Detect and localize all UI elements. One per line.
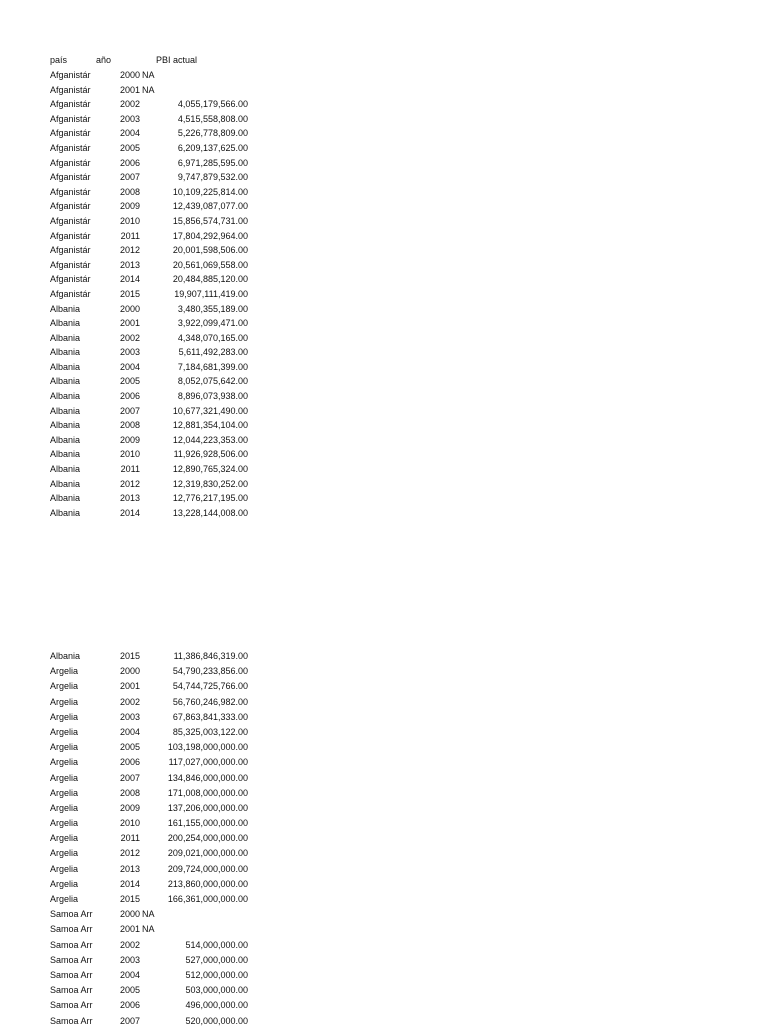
year-cell: 2015 (119, 651, 140, 661)
gdp-cell: 12,881,354,104.00 (172, 420, 248, 431)
gdp-cell: 67,863,841,333.00 (172, 711, 248, 722)
gdp-cell: 6,971,285,595.00 (177, 157, 248, 168)
year-cell: 2001 (119, 84, 140, 95)
table-row (0, 938, 300, 953)
table-row (0, 272, 300, 287)
gdp-cell: 12,439,087,077.00 (172, 201, 248, 212)
year-cell: 2009 (119, 802, 140, 813)
gdp-cell: 8,896,073,938.00 (177, 391, 248, 402)
year-cell: 2005 (119, 376, 140, 387)
country-cell: Argelia (50, 696, 79, 707)
year-cell: 2001 (119, 924, 140, 935)
year-cell: 2004 (119, 726, 140, 737)
country-cell: Samoa Arr (50, 985, 93, 996)
country-cell: Afganistár (50, 128, 91, 139)
country-cell: Afganistár (50, 245, 91, 256)
year-cell: 2005 (119, 142, 140, 153)
table-row (0, 695, 300, 710)
gdp-cell: 9,747,879,532.00 (177, 172, 248, 183)
year-cell: 2012 (119, 848, 140, 859)
gdp-cell: 527,000,000.00 (185, 954, 248, 965)
gdp-cell: 512,000,000.00 (185, 969, 248, 980)
gdp-cell: 137,206,000,000.00 (167, 802, 248, 813)
table-row (0, 846, 300, 861)
table-row (0, 801, 300, 816)
gdp-cell: 117,027,000,000.00 (168, 757, 248, 768)
country-cell: Afganistár (50, 201, 91, 212)
gdp-cell: 103,198,000,000.00 (167, 742, 248, 753)
table-row (0, 302, 300, 317)
year-cell: 2014 (119, 878, 140, 889)
gdp-cell: 12,044,223,353.00 (172, 434, 248, 445)
table-row (0, 740, 300, 755)
year-cell: 2012 (119, 245, 140, 256)
year-cell: 2000 (119, 303, 140, 314)
gdp-cell: 12,319,830,252.00 (172, 478, 248, 489)
year-cell: 2003 (119, 711, 140, 722)
country-cell: Albania (50, 493, 81, 504)
country-cell: Albania (50, 347, 81, 358)
year-cell: 2007 (119, 1015, 140, 1026)
year-cell: 2006 (119, 157, 140, 168)
gdp-cell: 520,000,000.00 (185, 1015, 248, 1026)
gdp-cell: 4,055,179,566.00 (177, 99, 248, 110)
year-cell: 2005 (119, 742, 140, 753)
country-cell: Albania (50, 651, 81, 661)
table-row (0, 433, 300, 448)
gdp-cell: NA (142, 909, 155, 920)
gdp-cell: 10,109,225,814.00 (172, 186, 248, 197)
table-row (0, 816, 300, 831)
table-row (0, 389, 300, 404)
year-cell: 2004 (119, 128, 140, 139)
country-cell: Samoa Arr (50, 1000, 93, 1011)
country-cell: Argelia (50, 711, 79, 722)
table-block-bottom (0, 649, 300, 1029)
country-cell: Albania (50, 507, 81, 518)
table-row (0, 907, 300, 922)
gdp-cell: 85,325,003,122.00 (172, 726, 248, 737)
year-cell: 2002 (119, 99, 140, 110)
year-cell: 2000 (119, 70, 140, 80)
table-row (0, 1014, 300, 1029)
table-row (0, 725, 300, 740)
gdp-cell: 6,209,137,625.00 (177, 142, 248, 153)
table-row (0, 126, 300, 141)
table-row (0, 185, 300, 200)
table-row (0, 287, 300, 302)
table-row (0, 983, 300, 998)
gdp-cell: 54,790,233,856.00 (172, 666, 248, 677)
year-cell: 2002 (119, 696, 140, 707)
gdp-cell: 5,226,778,809.00 (177, 128, 248, 139)
country-cell: Afganistár (50, 99, 91, 110)
table-row (0, 649, 300, 664)
country-cell: Argelia (50, 863, 79, 874)
country-cell: Argelia (50, 742, 79, 753)
country-cell: Samoa Arr (50, 954, 93, 965)
gdp-cell: 209,021,000,000.00 (167, 848, 248, 859)
table-row (0, 877, 300, 892)
year-cell: 2000 (119, 666, 140, 677)
year-cell: 2002 (119, 939, 140, 950)
country-cell: Argelia (50, 787, 79, 798)
table-block-top (0, 68, 300, 520)
year-cell: 2005 (119, 985, 140, 996)
country-cell: Afganistár (50, 84, 91, 95)
table-row (0, 755, 300, 770)
gdp-cell: 496,000,000.00 (185, 1000, 248, 1011)
year-cell: 2015 (119, 894, 140, 904)
country-cell: Argelia (50, 666, 79, 677)
country-cell: Afganistár (50, 157, 91, 168)
year-cell: 2006 (119, 391, 140, 402)
country-cell: Afganistár (50, 142, 91, 153)
year-cell: 2006 (119, 757, 140, 768)
gdp-cell: 166,361,000,000.00 (167, 894, 248, 904)
year-cell: 2004 (119, 361, 140, 372)
table-row (0, 331, 300, 346)
gdp-cell: 12,776,217,195.00 (172, 493, 248, 504)
year-cell: 2010 (119, 449, 140, 460)
year-cell: 2014 (119, 274, 140, 285)
country-cell: Albania (50, 449, 81, 460)
table-row (0, 862, 300, 877)
gdp-cell: 11,926,928,506.00 (173, 449, 248, 460)
year-cell: 2001 (119, 681, 140, 692)
year-cell: 2002 (119, 332, 140, 343)
year-cell: 2006 (119, 1000, 140, 1011)
country-cell: Argelia (50, 772, 79, 783)
country-cell: Afganistár (50, 259, 91, 270)
table-row (0, 374, 300, 389)
year-cell: 2015 (119, 288, 140, 299)
gdp-cell: NA (142, 924, 155, 935)
gdp-cell: 4,515,558,808.00 (177, 113, 248, 124)
country-cell: Afganistár (50, 70, 91, 80)
country-cell: Afganistár (50, 274, 91, 285)
country-cell: Albania (50, 303, 81, 314)
table-row (0, 491, 300, 506)
table-row (0, 968, 300, 983)
country-cell: Albania (50, 318, 81, 329)
table-row (0, 68, 300, 83)
gdp-cell: 3,480,355,189.00 (177, 303, 248, 314)
table-row (0, 360, 300, 375)
year-cell: 2003 (119, 113, 140, 124)
year-cell: 2011 (120, 833, 140, 844)
table-row (0, 998, 300, 1013)
gdp-cell: 20,001,598,506.00 (172, 245, 248, 256)
gdp-cell: NA (142, 84, 155, 95)
country-cell: Albania (50, 332, 81, 343)
table-row (0, 477, 300, 492)
country-cell: Argelia (50, 848, 79, 859)
gdp-cell: 5,611,492,283.00 (178, 347, 248, 358)
year-cell: 2007 (119, 772, 140, 783)
table-row (0, 892, 300, 907)
table-row (0, 710, 300, 725)
table-row (0, 258, 300, 273)
country-cell: Albania (50, 420, 81, 431)
year-cell: 2010 (119, 818, 140, 829)
gdp-cell: 12,890,765,324.00 (172, 464, 248, 475)
gdp-cell: 11,386,846,319.00 (173, 651, 248, 661)
gdp-cell: 54,744,725,766.00 (172, 681, 248, 692)
country-cell: Afganistár (50, 113, 91, 124)
country-cell: Samoa Arr (50, 969, 93, 980)
table-row (0, 243, 300, 258)
table-row (0, 664, 300, 679)
country-cell: Albania (50, 434, 81, 445)
year-cell: 2004 (119, 969, 140, 980)
year-cell: 2003 (119, 347, 140, 358)
header-country: país (50, 55, 68, 65)
gdp-cell: 13,228,144,008.00 (172, 507, 248, 518)
gdp-cell: 503,000,000.00 (185, 985, 248, 996)
header-gdp: PBI actual (156, 55, 198, 65)
table-row (0, 679, 300, 694)
country-cell: Albania (50, 464, 81, 475)
country-cell: Afganistár (50, 215, 91, 226)
country-cell: Samoa Arr (50, 924, 93, 935)
table-row (0, 156, 300, 171)
year-cell: 2009 (119, 201, 140, 212)
country-cell: Argelia (50, 833, 79, 844)
country-cell: Samoa Arr (50, 939, 93, 950)
table-row (0, 418, 300, 433)
table-row (0, 953, 300, 968)
year-cell: 2000 (119, 909, 140, 920)
country-cell: Albania (50, 478, 81, 489)
country-cell: Albania (50, 361, 81, 372)
gdp-cell: 10,677,321,490.00 (172, 405, 248, 416)
table-row (0, 199, 300, 214)
gdp-cell: 3,922,099,471.00 (177, 318, 248, 329)
country-cell: Afganistár (50, 288, 91, 299)
gdp-cell: 514,000,000.00 (185, 939, 248, 950)
country-cell: Argelia (50, 757, 79, 768)
table-row (0, 404, 300, 419)
country-cell: Argelia (50, 878, 79, 889)
country-cell: Albania (50, 376, 81, 387)
gdp-cell: 8,052,075,642.00 (177, 376, 248, 387)
table-row (0, 771, 300, 786)
year-cell: 2013 (119, 493, 140, 504)
gdp-cell: 56,760,246,982.00 (172, 696, 248, 707)
year-cell: 2008 (119, 420, 140, 431)
country-cell: Afganistár (50, 172, 91, 183)
gdp-cell: 134,846,000,000.00 (167, 772, 248, 783)
gdp-cell: 200,254,000,000.00 (167, 833, 248, 844)
year-cell: 2008 (119, 186, 140, 197)
country-cell: Argelia (50, 802, 79, 813)
year-cell: 2011 (120, 230, 140, 241)
country-cell: Samoa Arr (50, 909, 93, 920)
year-cell: 2013 (119, 259, 140, 270)
header-year: año (96, 55, 112, 65)
country-cell: Afganistár (50, 230, 91, 241)
year-cell: 2001 (119, 318, 140, 329)
gdp-cell: 19,907,111,419.00 (174, 288, 248, 299)
year-cell: 2013 (119, 863, 140, 874)
table-row (0, 786, 300, 801)
country-cell: Afganistár (50, 186, 91, 197)
year-cell: 2014 (119, 507, 140, 518)
gdp-cell: 209,724,000,000.00 (167, 863, 248, 874)
country-cell: Samoa Arr (50, 1015, 93, 1026)
table-row (0, 170, 300, 185)
table-row (0, 345, 300, 360)
gdp-cell: NA (142, 70, 155, 80)
country-cell: Argelia (50, 726, 79, 737)
gdp-cell: 4,348,070,165.00 (177, 332, 248, 343)
table-row (0, 316, 300, 331)
gdp-cell: 20,561,069,558.00 (172, 259, 248, 270)
table-row (0, 462, 300, 477)
table-row (0, 214, 300, 229)
year-cell: 2012 (119, 478, 140, 489)
table-header (0, 54, 300, 66)
gdp-cell: 17,804,292,964.00 (172, 230, 248, 241)
country-cell: Argelia (50, 894, 79, 904)
table-row (0, 229, 300, 244)
year-cell: 2011 (120, 464, 140, 475)
country-cell: Albania (50, 391, 81, 402)
gdp-cell: 171,008,000,000.00 (167, 787, 248, 798)
country-cell: Argelia (50, 818, 79, 829)
gdp-cell: 161,155,000,000.00 (167, 818, 248, 829)
gdp-cell: 7,184,681,399.00 (177, 361, 248, 372)
year-cell: 2007 (119, 405, 140, 416)
year-cell: 2003 (119, 954, 140, 965)
country-cell: Argelia (50, 681, 79, 692)
gdp-cell: 20,484,885,120.00 (172, 274, 248, 285)
table-row (0, 831, 300, 846)
table-row (0, 922, 300, 937)
year-cell: 2010 (119, 215, 140, 226)
gdp-cell: 213,860,000,000.00 (167, 878, 248, 889)
table-row (0, 97, 300, 112)
country-cell: Albania (50, 405, 81, 416)
year-cell: 2007 (119, 172, 140, 183)
year-cell: 2009 (119, 434, 140, 445)
gdp-cell: 15,856,574,731.00 (172, 215, 248, 226)
table-row (0, 506, 300, 521)
table-row (0, 112, 300, 127)
year-cell: 2008 (119, 787, 140, 798)
table-row (0, 83, 300, 98)
table-row (0, 141, 300, 156)
table-row (0, 447, 300, 462)
